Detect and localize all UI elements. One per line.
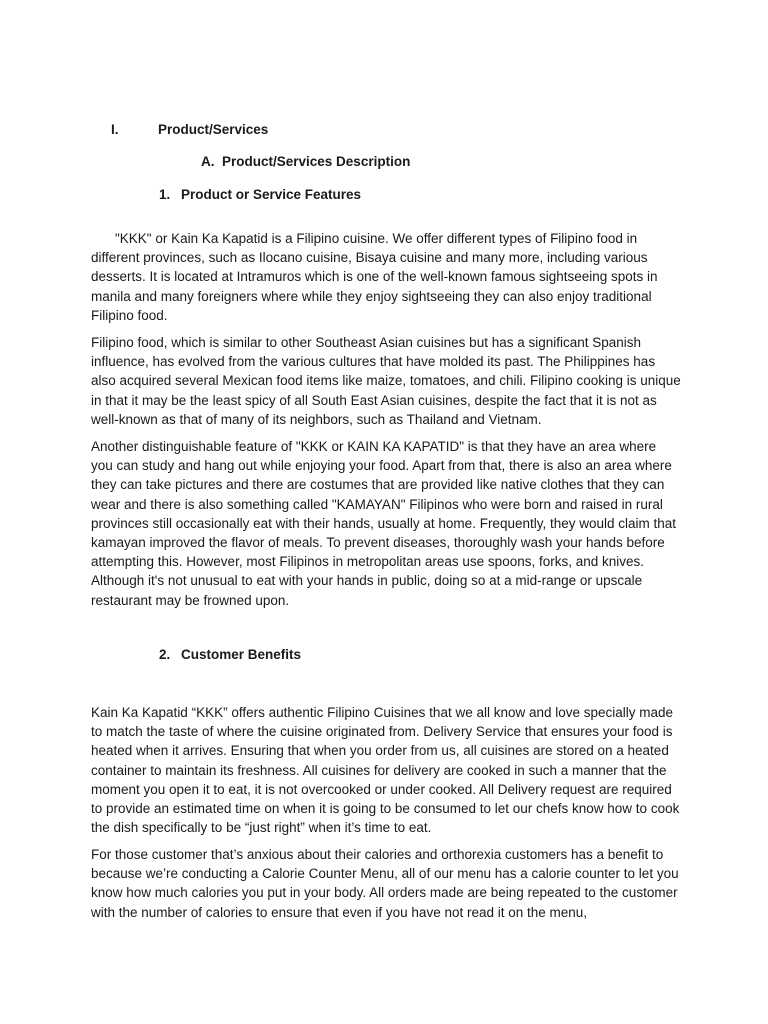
features-number: 1. xyxy=(159,187,171,202)
subsection-number: A. xyxy=(201,154,215,169)
subsection-title: Product/Services Description xyxy=(222,154,411,169)
features-paragraph-2: Filipino food, which is similar to other Southeast Asian cuisines but has a significant Spanish influence, has evolved from the various cultures that have molded its past. The Philippines has also acquired several Mexican food items like maize, tomatoes, and chili. Filipino cooking is unique in that it may be the least spicy of all South East Asian cuisines, despite the fact that it is not as well-known as that of many of its neighbors, such as Thailand and Vietnam. xyxy=(91,335,681,427)
benefits-number: 2. xyxy=(159,647,171,662)
features-paragraph-3: Another distinguishable feature of "KKK or KAIN KA KAPATID" is that they have an area where you can study and hang out while enjoying your food. Apart from that, there is also an area where they can take pictures and there are costumes that are provided like native clothes that they can wear and there is also something called "KAMAYAN" Filipinos who were born and raised in rural provinces still occasionally eat with their hands, usually at home. Frequently, they would claim that kamayan improved the flavor of meals. To prevent diseases, thoroughly wash your hands before attempting this. However, most Filipinos in metropolitan areas use spoons, forks, and knives. Although it's not unusual to eat with your hands in public, doing so at a mid-range or upscale restaurant may be frowned upon. xyxy=(91,439,677,608)
subsection-heading xyxy=(201,154,410,170)
section-heading xyxy=(111,122,268,138)
features-title: Product or Service Features xyxy=(181,187,362,202)
features-heading xyxy=(159,187,361,203)
benefits-heading xyxy=(159,647,301,663)
section-title: Product/Services xyxy=(158,122,269,137)
section-number: I. xyxy=(111,122,119,137)
benefits-paragraph-2: For those customer that’s anxious about their calories and orthorexia customers has a benefit to because we’re conducting a Calorie Counter Menu, all of our menu has a calorie counter to let you know how much calories you put in your body. All orders made are being repeated to the customer with the number of calories to ensure that even if you have not read it on the menu, xyxy=(91,847,679,920)
benefits-paragraph-1: Kain Ka Kapatid “KKK” offers authentic Filipino Cuisines that we all know and love specially made to match the taste of where the cuisine originated from. Delivery Service that ensures your food is heated when it arrives. Ensuring that when you order from us, all cuisines are stored on a heated container to maintain its freshness. All cuisines for delivery are cooked in such a manner that the moment you open it to eat, it is not overcooked or under cooked. All Delivery request are required to provide an estimated time on when it is going to be consumed to let our chefs know how to cook the dish specifically to be “just right” when it’s time to eat. xyxy=(91,705,680,836)
features-paragraph-1: "KKK" or Kain Ka Kapatid is a Filipino cuisine. We offer different types of Filipino food in different provinces, such as Ilocano cuisine, Bisaya cuisine and many more, including various desserts. It is located at Intramuros which is one of the well-known famous sightseeing spots in manila and many foreigners where while they enjoy sightseeing they can also enjoy traditional Filipino food. xyxy=(91,231,658,323)
benefits-title: Customer Benefits xyxy=(181,647,302,662)
